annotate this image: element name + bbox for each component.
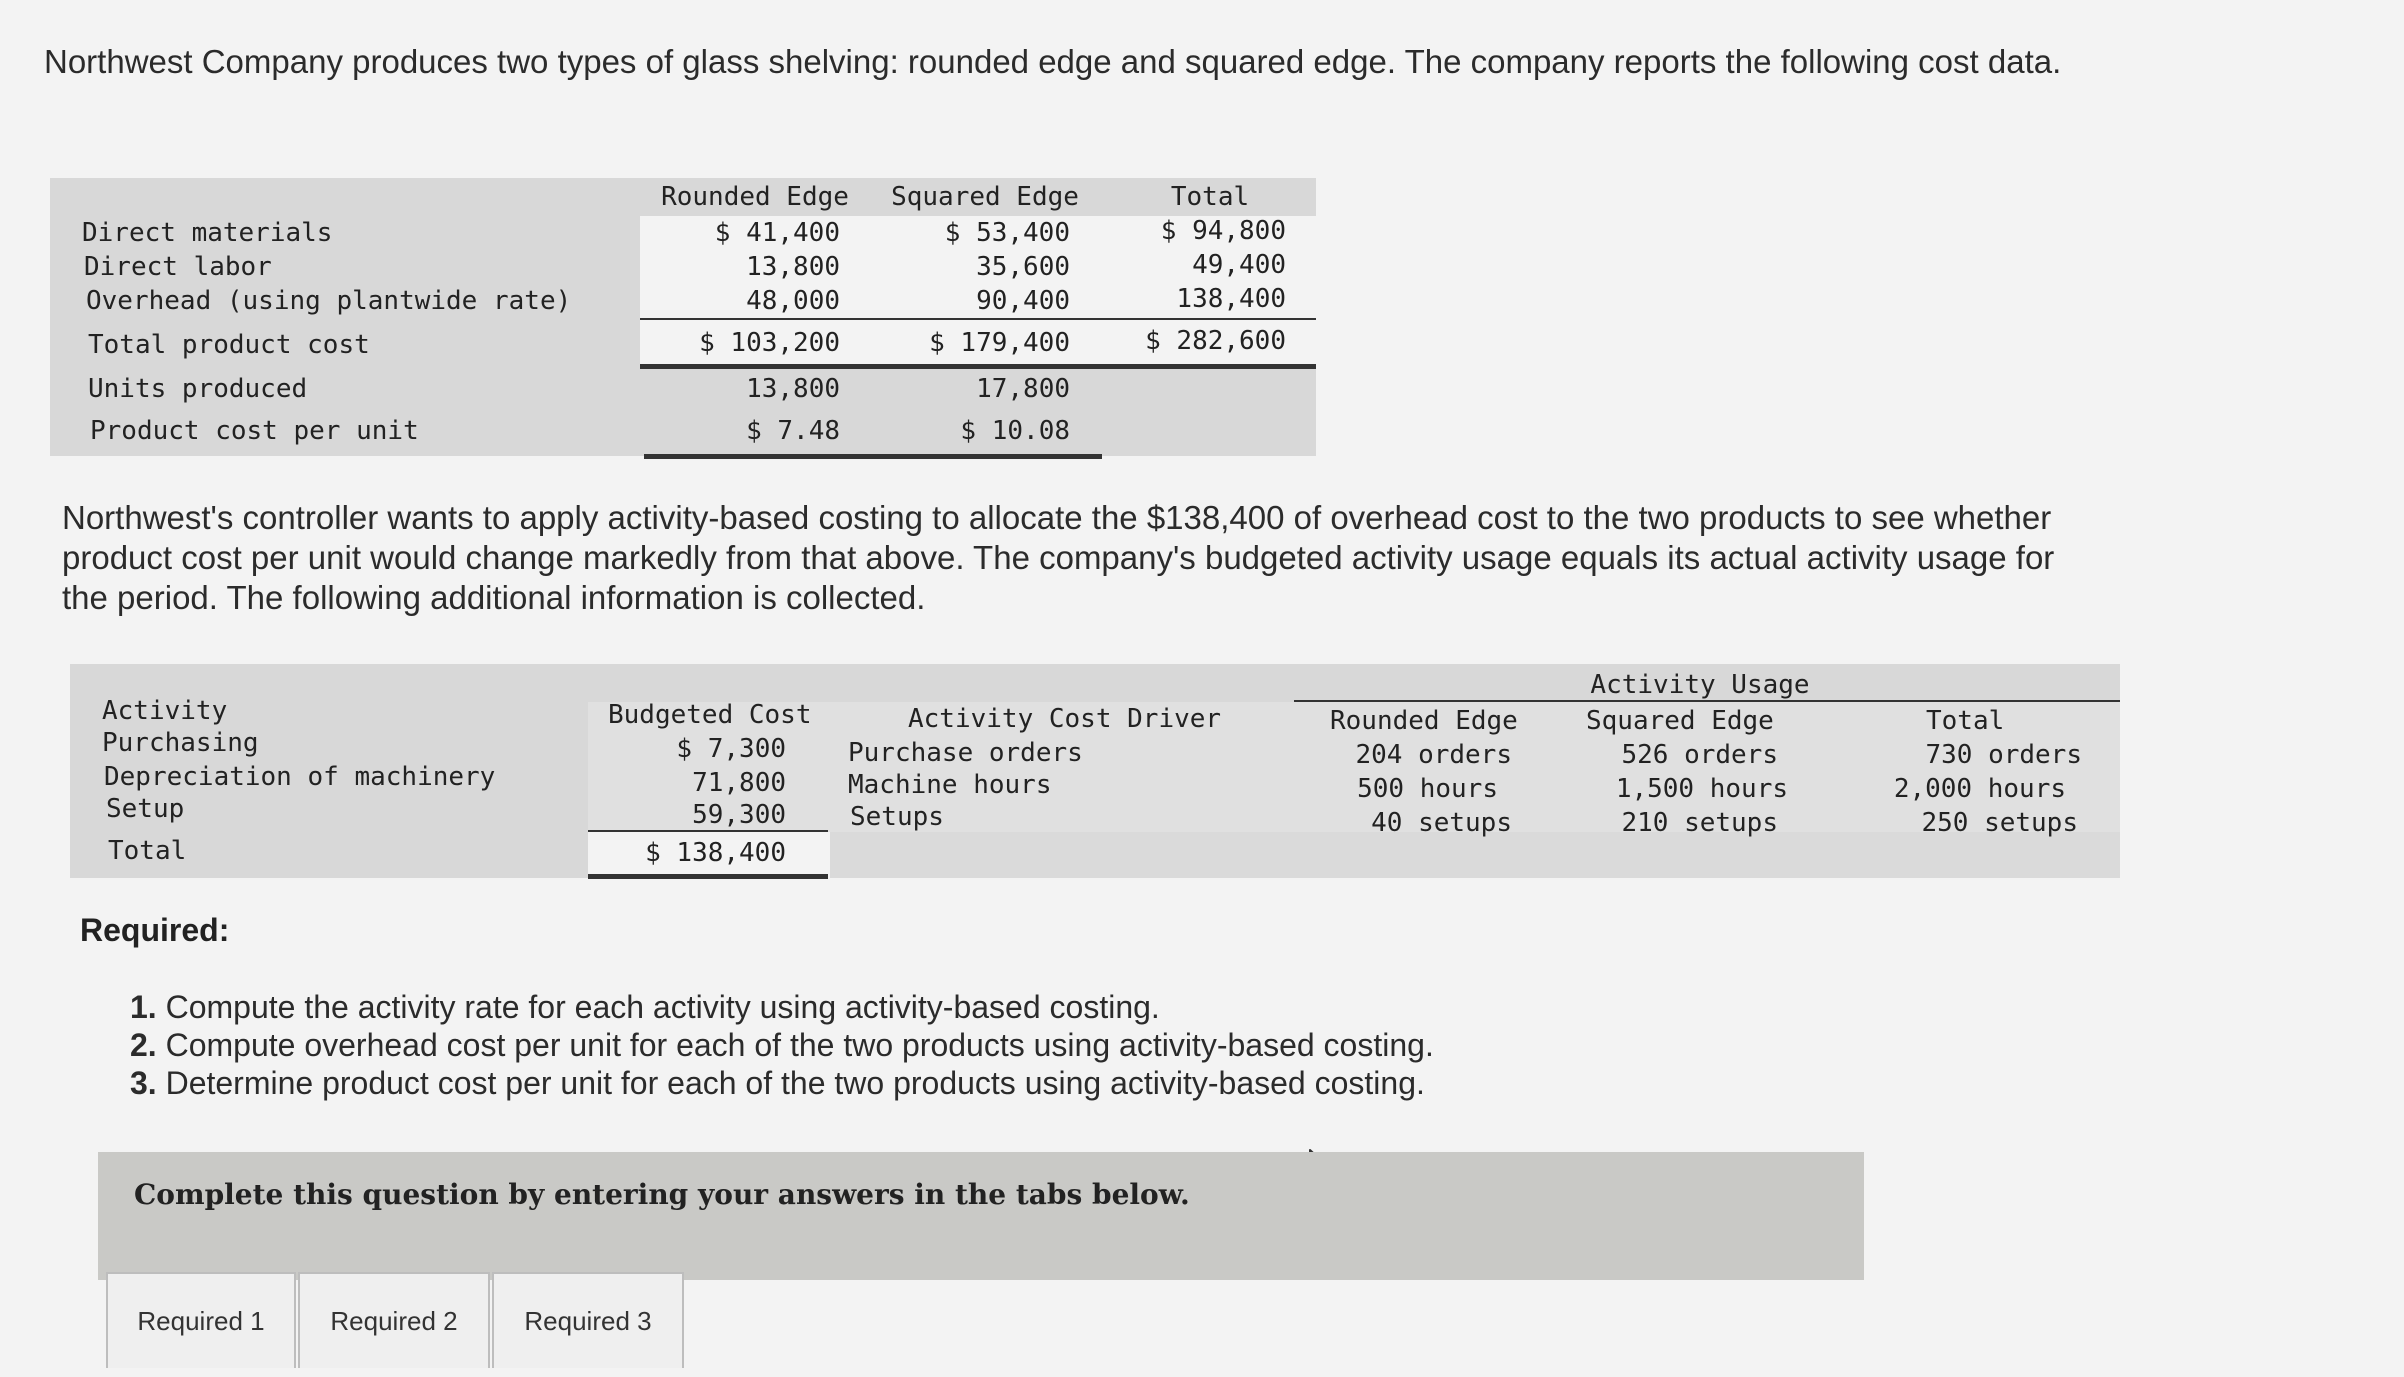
row-label: Total product cost <box>88 330 370 360</box>
list-item: 3. Determine product cost per unit for each of the two products using activity-based costing. <box>130 1065 1425 1101</box>
activity-label: Purchasing <box>102 728 259 758</box>
cell: 138,400 <box>1176 284 1286 314</box>
required-heading: Required: <box>80 912 230 948</box>
controller-text: Northwest's controller wants to apply activity-based costing to allocate the $138,400 of overhead cost to the two products to see whether product cost per unit would change markedly from that above. The company's budgeted activity usage equals its actual activity usage for the period. The following additional information is collected. <box>62 499 2055 616</box>
total-rule <box>640 364 1316 369</box>
driver-cell: Machine hours <box>848 770 1052 800</box>
usage-cell: 500 hours <box>1357 774 1498 804</box>
cost-cell: 71,800 <box>692 768 786 798</box>
usage-cell: 730 orders <box>1925 740 2082 770</box>
row-label: Units produced <box>88 374 308 404</box>
usage-cell: 210 setups <box>1621 808 1778 838</box>
col-header-budgeted-cost: Budgeted Cost <box>608 700 812 730</box>
cell: $ 41,400 <box>714 218 840 248</box>
intro-text: Northwest Company produces two types of glass shelving: rounded edge and squared edge. The company reports the following cost data. <box>44 43 2062 80</box>
row-label: Product cost per unit <box>90 416 419 446</box>
cell: 13,800 <box>746 374 840 404</box>
cell: 17,800 <box>976 374 1070 404</box>
col-header-activity: Activity <box>102 696 228 726</box>
total-cost-cell: $ 138,400 <box>645 838 786 868</box>
usage-cell: 526 orders <box>1621 740 1778 770</box>
instruction-text: Complete this question by entering your answers in the tabs below. <box>134 1178 1190 1211</box>
tab-required-3[interactable]: Required 3 <box>492 1272 684 1368</box>
col-header-driver: Activity Cost Driver <box>908 704 1222 734</box>
cell: $ 179,400 <box>929 328 1070 358</box>
cost-cell: 59,300 <box>692 800 786 830</box>
list-item: 2. Compute overhead cost per unit for each of the two products using activity-based costing. <box>130 1027 1434 1063</box>
col-header-rounded: Rounded Edge <box>661 182 849 212</box>
cell: $ 53,400 <box>944 218 1070 248</box>
cell: $ 103,200 <box>699 328 840 358</box>
tab-required-1[interactable]: Required 1 <box>106 1272 296 1368</box>
list-item: 1. Compute the activity rate for each activity using activity-based costing. <box>130 989 1160 1025</box>
activity-label: Setup <box>106 794 185 824</box>
col-header-total: Total <box>1926 706 2005 736</box>
row-label: Overhead (using plantwide rate) <box>86 286 572 316</box>
cell: $ 282,600 <box>1145 326 1286 356</box>
total-label: Total <box>108 836 187 866</box>
group-header-rule <box>1294 700 2120 702</box>
activity-label: Depreciation of machinery <box>104 762 496 792</box>
cost-cell: $ 7,300 <box>676 734 786 764</box>
usage-cell: 204 orders <box>1355 740 1512 770</box>
activity-usage-header: Activity Usage <box>1590 670 1810 700</box>
col-header-squared: Squared Edge <box>891 182 1079 212</box>
cell: $ 10.08 <box>960 416 1070 446</box>
cell: 49,400 <box>1192 250 1286 280</box>
driver-cell: Purchase orders <box>848 738 1083 768</box>
usage-cell: 250 setups <box>1921 808 2078 838</box>
row-label: Direct materials <box>82 218 333 248</box>
col-header-rounded: Rounded Edge <box>1330 706 1518 736</box>
instruction-panel <box>98 1152 1864 1280</box>
driver-cell: Setups <box>850 802 944 832</box>
col-header-squared: Squared Edge <box>1586 706 1774 736</box>
cell: 48,000 <box>746 286 840 316</box>
required-list <box>130 988 1434 1102</box>
cell: 90,400 <box>976 286 1070 316</box>
row-label: Direct labor <box>84 252 272 282</box>
cell: $ 7.48 <box>746 416 840 446</box>
usage-cell: 40 setups <box>1371 808 1512 838</box>
subtotal-rule <box>640 318 1316 320</box>
usage-cell: 2,000 hours <box>1893 774 2066 804</box>
usage-cell: 1,500 hours <box>1615 774 1788 804</box>
cell: 35,600 <box>976 252 1070 282</box>
subtotal-rule <box>588 830 828 832</box>
col-header-total: Total <box>1170 182 1250 212</box>
cell: 13,800 <box>746 252 840 282</box>
total-rule <box>588 874 828 879</box>
per-unit-rule <box>644 454 1102 459</box>
tab-required-2[interactable]: Required 2 <box>298 1272 490 1368</box>
cell: $ 94,800 <box>1160 216 1286 246</box>
